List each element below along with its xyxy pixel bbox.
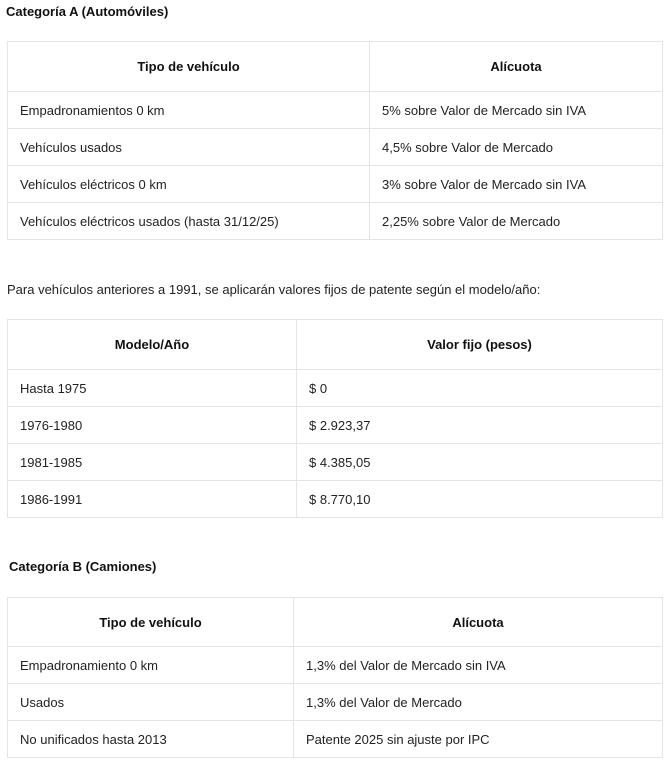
table-cell: 1986-1991	[8, 481, 297, 518]
column-header-rate: Alícuota	[294, 598, 663, 647]
table-row	[8, 92, 663, 129]
table-cell: Hasta 1975	[8, 370, 297, 407]
table-cell: Patente 2025 sin ajuste por IPC	[294, 721, 663, 758]
table-cell: $ 4.385,05	[297, 444, 663, 481]
table-cell: 1,3% del Valor de Mercado sin IVA	[294, 647, 663, 684]
column-header-fixed-value: Valor fijo (pesos)	[297, 320, 663, 370]
table-cell: No unificados hasta 2013	[8, 721, 294, 758]
table-header-row	[8, 598, 663, 647]
table-cell: Vehículos eléctricos usados (hasta 31/12/25)	[8, 203, 370, 240]
table-cell: Vehículos usados	[8, 129, 370, 166]
table-header-row	[8, 42, 663, 92]
fixed-values-note: Para vehículos anteriores a 1991, se aplicarán valores fijos de patente según el modelo/año:	[7, 282, 541, 297]
table-cell: $ 0	[297, 370, 663, 407]
table-row	[8, 407, 663, 444]
column-header-rate: Alícuota	[370, 42, 663, 92]
table-cell: Usados	[8, 684, 294, 721]
column-header-vehicle-type: Tipo de vehículo	[8, 42, 370, 92]
table-row	[8, 370, 663, 407]
table-header-row	[8, 320, 663, 370]
table-row	[8, 166, 663, 203]
column-header-model-year: Modelo/Año	[8, 320, 297, 370]
section-a-title: Categoría A (Automóviles)	[6, 4, 169, 19]
table-cell: 5% sobre Valor de Mercado sin IVA	[370, 92, 663, 129]
column-header-vehicle-type: Tipo de vehículo	[8, 598, 294, 647]
table-cell: Vehículos eléctricos 0 km	[8, 166, 370, 203]
table-cell: 1,3% del Valor de Mercado	[294, 684, 663, 721]
table-cell: Empadronamiento 0 km	[8, 647, 294, 684]
section-b-title: Categoría B (Camiones)	[9, 559, 157, 574]
fixed-values-table	[7, 319, 663, 518]
table-cell: 1976-1980	[8, 407, 297, 444]
table-row	[8, 684, 663, 721]
table-row	[8, 647, 663, 684]
table-cell: 2,25% sobre Valor de Mercado	[370, 203, 663, 240]
table-row	[8, 481, 663, 518]
table-cell: 4,5% sobre Valor de Mercado	[370, 129, 663, 166]
table-cell: 1981-1985	[8, 444, 297, 481]
table-cell: $ 2.923,37	[297, 407, 663, 444]
table-row	[8, 203, 663, 240]
category-a-table	[7, 41, 663, 240]
table-row	[8, 721, 663, 758]
table-cell: $ 8.770,10	[297, 481, 663, 518]
category-b-table	[7, 597, 663, 758]
table-cell: Empadronamientos 0 km	[8, 92, 370, 129]
table-row	[8, 444, 663, 481]
table-cell: 3% sobre Valor de Mercado sin IVA	[370, 166, 663, 203]
table-row	[8, 129, 663, 166]
